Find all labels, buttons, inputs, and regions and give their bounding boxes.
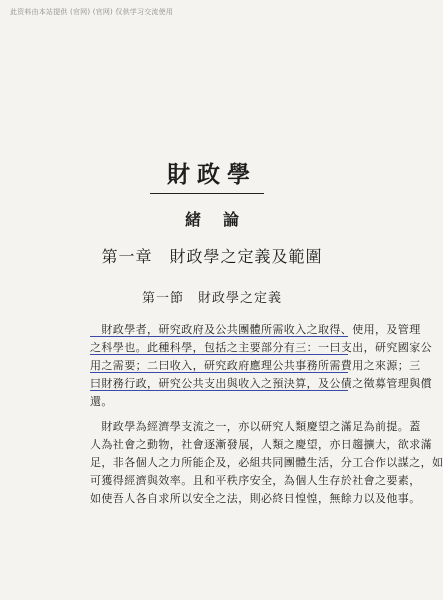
- book-title: 財政學: [167, 161, 257, 188]
- paragraph-2-line-1: 財政學為經濟學支流之一，亦以研究人類慶望之滿足為前提。蓋: [90, 420, 421, 433]
- section-title: 第一節 財政學之定義: [141, 291, 282, 306]
- paragraph-1-line-1: 財政學者，研究政府及公共團體所需收入之取得、使用，及管理: [90, 323, 421, 336]
- part-title: 緒論: [184, 210, 261, 229]
- watermark-text: 此资料由本站提供 (官网) (官网) 仅供学习交流使用: [10, 8, 173, 16]
- paragraph-2-line-4: 可獲得經濟與效率。且和平秩序安全，為個人生存於社會之要素，: [90, 474, 421, 487]
- paragraph-2-line-3: 足，非各個人之力所能企及，必組共同團體生活，分工合作以謀之，如: [90, 456, 443, 469]
- paragraph-1-line-2: 之科學也。此種科學，包括之主要部分有三：一曰支出，研究國家公: [90, 341, 432, 354]
- paragraph-2-line-5: 如使吾人各自求所以安全之法，則必終日惶惶，無餘力以及他事。: [90, 492, 421, 505]
- paragraph-2-line-2: 人為社會之動物，社會逐漸發展，人類之慶望，亦日趨擴大，欲求滿: [90, 438, 432, 451]
- paragraph-1-line-4: 曰財務行政，研究公共支出與收入之預決算，及公債之徵募管理與償: [90, 377, 432, 390]
- chapter-title: 第一章 財政學之定義及範圍: [101, 247, 323, 266]
- paragraph-1-line-3: 用之需要；二曰收入，研究政府應理公共事務所需費用之來源；三: [90, 359, 421, 372]
- paragraph-1-line-5: 還。: [90, 395, 113, 408]
- title-divider: [150, 193, 264, 194]
